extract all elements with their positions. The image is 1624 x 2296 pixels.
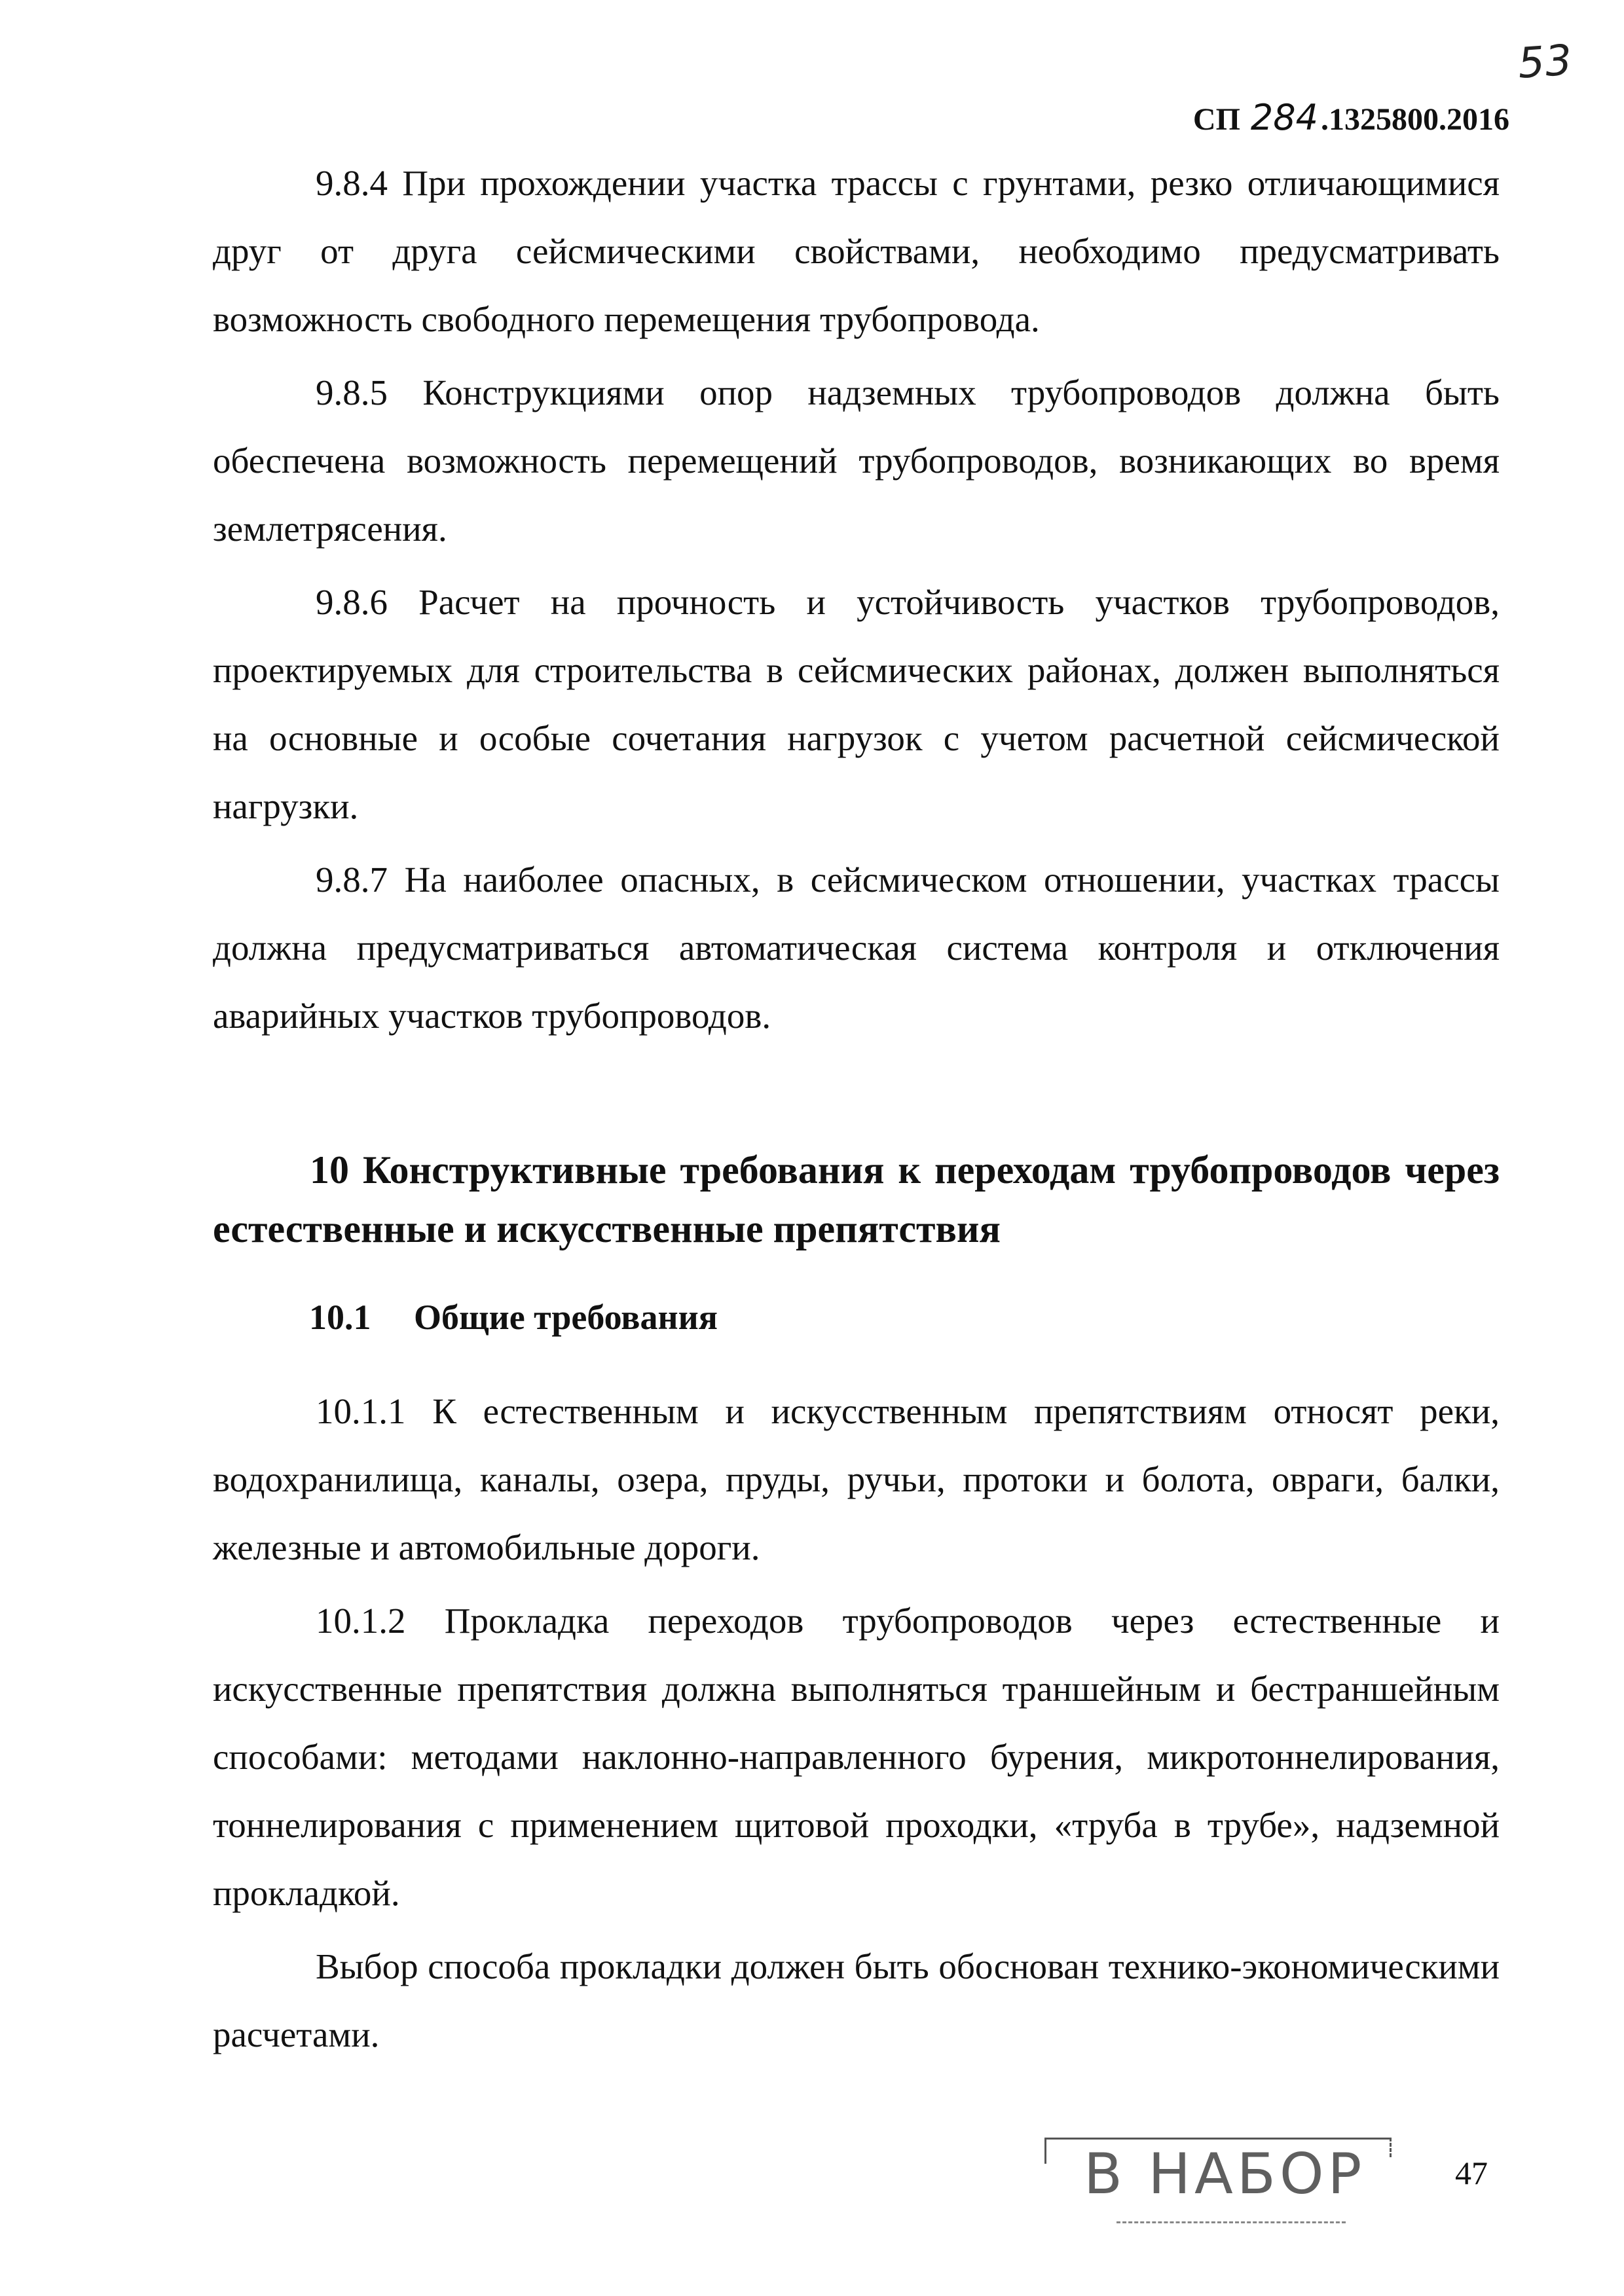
document-code-header bbox=[1193, 97, 1509, 138]
paragraph-9-8-4: 9.8.4 При прохождении участка трассы с грунтами, резко отличающимися друг от друга сейсмическими свойствами, необходимо предусматривать возможность свободного перемещения трубопровода. bbox=[213, 163, 1500, 339]
stamp-frame-bottom bbox=[1116, 2221, 1346, 2223]
section-heading-10: 10 Конструктивные требования к переходам трубопроводов через естественные и искусственные препятствия bbox=[213, 1148, 1500, 1250]
subsection-title: Общие требования bbox=[414, 1298, 718, 1337]
paragraph-method-choice: Выбор способа прокладки должен быть обоснован технико-экономическими расчетами. bbox=[213, 1946, 1500, 2054]
stamp-text: В НАБОР bbox=[1084, 2141, 1366, 2207]
doc-code-suffix: .1325800.2016 bbox=[1321, 102, 1509, 137]
stamp-v-nabor bbox=[1044, 2138, 1398, 2207]
doc-code-handwritten: 284 bbox=[1250, 97, 1318, 138]
subsection-number: 10.1 bbox=[309, 1298, 371, 1337]
subsection-heading-10-1 bbox=[213, 1283, 1500, 1351]
paragraph-9-8-6: 9.8.6 Расчет на прочность и устойчивость участков трубопроводов, проектируемых для строительства в сейсмических районах, должен выполняться на основные и особые сочетания нагрузок с учетом расчетной сейсмической нагрузки. bbox=[213, 582, 1500, 826]
paragraph-9-8-5: 9.8.5 Конструкциями опор надземных трубопроводов должна быть обеспечена возможность перемещений трубопроводов, возникающих во время землетрясения. bbox=[213, 373, 1500, 549]
page-number: 47 bbox=[1455, 2155, 1488, 2191]
paragraph-10-1-2: 10.1.2 Прокладка переходов трубопроводов через естественные и искусственные препятствия должна выполняться траншейным и бестраншейным способами: методами наклонно-направленного бурения, микротоннелирования, тоннелирования с применением щитовой проходки, «труба в трубе», надземной прокладкой. bbox=[213, 1601, 1500, 1913]
document-body bbox=[213, 149, 1500, 2069]
stamp-frame-right bbox=[1390, 2138, 1392, 2157]
stamp-frame-top bbox=[1044, 2138, 1392, 2140]
stamp-frame-left bbox=[1044, 2138, 1046, 2164]
handwritten-page-number: 53 bbox=[1516, 36, 1574, 88]
paragraph-9-8-7: 9.8.7 На наиболее опасных, в сейсмическом отношении, участках трассы должна предусматриваться автоматическая система контроля и отключения аварийных участков трубопроводов. bbox=[213, 860, 1500, 1036]
paragraph-10-1-1: 10.1.1 К естественным и искусственным препятствиям относят реки, водохранилища, каналы, озера, пруды, ручьи, протоки и болота, овраги, балки, железные и автомобильные дороги. bbox=[213, 1391, 1500, 1567]
doc-code-prefix: СП bbox=[1192, 102, 1240, 137]
